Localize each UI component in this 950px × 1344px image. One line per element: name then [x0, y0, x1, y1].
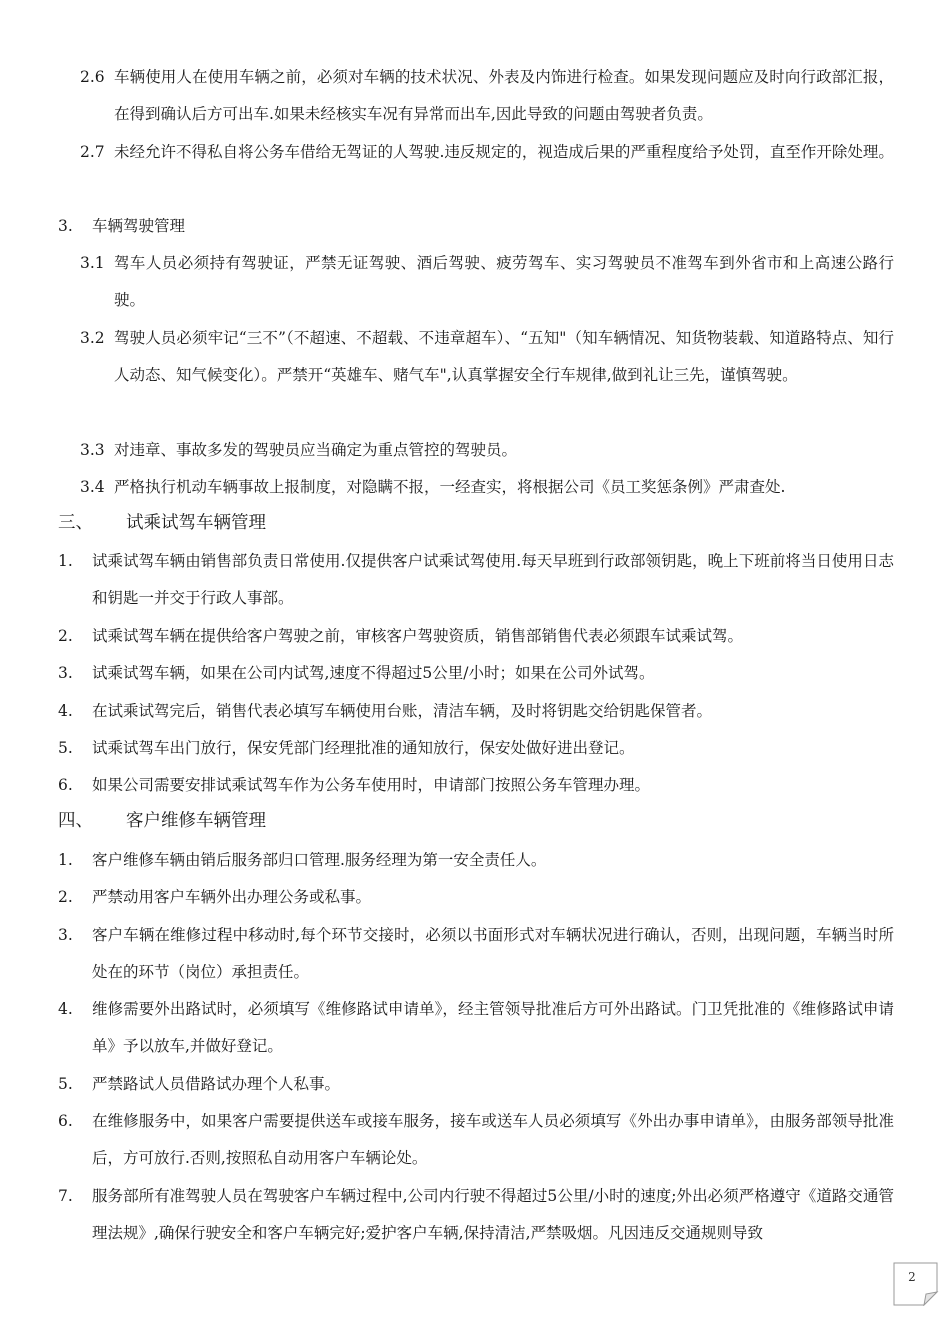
list-text: 严禁路试人员借路试办理个人私事。: [92, 1075, 341, 1093]
list-text: 如果公司需要安排试乘试驾车作为公务车使用时，申请部门按照公务车管理办理。: [92, 776, 651, 794]
clause-text: 车辆驾驶管理: [92, 217, 186, 235]
clause-number: 3.1: [80, 254, 105, 272]
clause-text: 未经允许不得私自将公务车借给无驾证的人驾驶.违反规定的，视造成后果的严重程度给予处罚，直至作开除处理。: [114, 143, 894, 161]
list-number: 3.: [58, 926, 73, 944]
list-number: 6.: [58, 776, 73, 794]
folded-corner-icon: [893, 1262, 939, 1306]
section-title: 试乘试驾车辆管理: [126, 513, 266, 533]
list-text: 在试乘试驾完后，销售代表必填写车辆使用台账，清洁车辆，及时将钥匙交给钥匙保管者。: [92, 702, 713, 720]
list-number: 1.: [58, 851, 73, 869]
clause-text: 驾车人员必须持有驾驶证，严禁无证驾驶、酒后驾驶、疲劳驾车、实习驾驶员不准驾车到外省市和上高速公路行驶。: [114, 254, 894, 309]
list-text: 严禁动用客户车辆外出办理公务或私事。: [92, 888, 372, 906]
section-number: 三、: [58, 513, 93, 533]
clause-number: 2.7: [80, 143, 105, 161]
list-number: 3.: [58, 664, 73, 682]
list-text: 客户维修车辆由销后服务部归口管理.服务经理为第一安全责任人。: [92, 851, 547, 869]
clause-text: 车辆使用人在使用车辆之前，必须对车辆的技术状况、外表及内饰进行检查。如果发现问题应及时向行政部汇报，在得到确认后方可出车.如果未经核实车况有异常而出车,因此导致的问题由驾驶者负责。: [114, 68, 894, 123]
clause-text: 驾驶人员必须牢记“三不”（不超速、不超载、不违章超车）、“五知"（知车辆情况、知货物装载、知道路特点、知行人动态、知气候变化）。严禁开“英雄车、赌气车",认真掌握安全行车规律,做到礼让三先，谨慎驾驶。: [114, 329, 894, 384]
list-number: 4.: [58, 702, 73, 720]
list-number: 4.: [58, 1000, 73, 1018]
list-number: 6.: [58, 1112, 73, 1130]
clause-number: 2.6: [80, 68, 105, 86]
clause-number: 3.4: [80, 478, 105, 496]
page-number-badge: [893, 1262, 939, 1306]
list-text: 试乘试驾车辆在提供给客户驾驶之前，审核客户驾驶资质，销售部销售代表必须跟车试乘试驾。: [92, 627, 744, 645]
list-text: 试乘试驾车辆，如果在公司内试驾,速度不得超过5公里/小时；如果在公司外试驾。: [92, 664, 655, 682]
list-number: 5.: [58, 739, 73, 757]
list-text: 试乘试驾车辆由销售部负责日常使用.仅提供客户试乘试驾使用.每天早班到行政部领钥匙，晚上下班前将当日使用日志和钥匙一并交于行政人事部。: [92, 552, 894, 607]
list-number: 7.: [58, 1187, 73, 1205]
clause-number: 3.3: [80, 441, 105, 459]
list-number: 2.: [58, 888, 73, 906]
list-number: 2.: [58, 627, 73, 645]
clause-text: 对违章、事故多发的驾驶员应当确定为重点管控的驾驶员。: [114, 441, 518, 459]
list-text: 在维修服务中，如果客户需要提供送车或接车服务，接车或送车人员必须填写《外出办事申请单》，由服务部领导批准后，方可放行.否则,按照私自动用客户车辆论处。: [92, 1112, 894, 1167]
list-text: 试乘试驾车出门放行，保安凭部门经理批准的通知放行，保安处做好进出登记。: [92, 739, 635, 757]
section-number: 四、: [58, 811, 93, 831]
list-number: 5.: [58, 1075, 73, 1093]
list-text: 维修需要外出路试时，必须填写《维修路试申请单》，经主管领导批准后方可外出路试。门卫凭批准的《维修路试申请单》予以放车,并做好登记。: [92, 1000, 894, 1055]
clause-text: 严格执行机动车辆事故上报制度，对隐瞒不报，一经查实，将根据公司《员工奖惩条例》严肃查处.: [114, 478, 786, 496]
list-text: 服务部所有准驾驶人员在驾驶客户车辆过程中,公司内行驶不得超过5公里/小时的速度;外出必须严格遵守《道路交通管理法规》,确保行驶安全和客户车辆完好;爱护客户车辆,保持清洁,严禁吸烟。凡因违反交通规则导致: [92, 1187, 894, 1242]
list-text: 客户车辆在维修过程中移动时,每个环节交接时，必须以书面形式对车辆状况进行确认，否则，出现问题，车辆当时所处在的环节（岗位）承担责任。: [92, 926, 894, 981]
clause-number: 3.2: [80, 329, 105, 347]
section-title: 客户维修车辆管理: [126, 811, 266, 831]
clause-number: 3.: [58, 217, 73, 235]
list-number: 1.: [58, 552, 73, 570]
page-number: 2: [908, 1270, 916, 1284]
